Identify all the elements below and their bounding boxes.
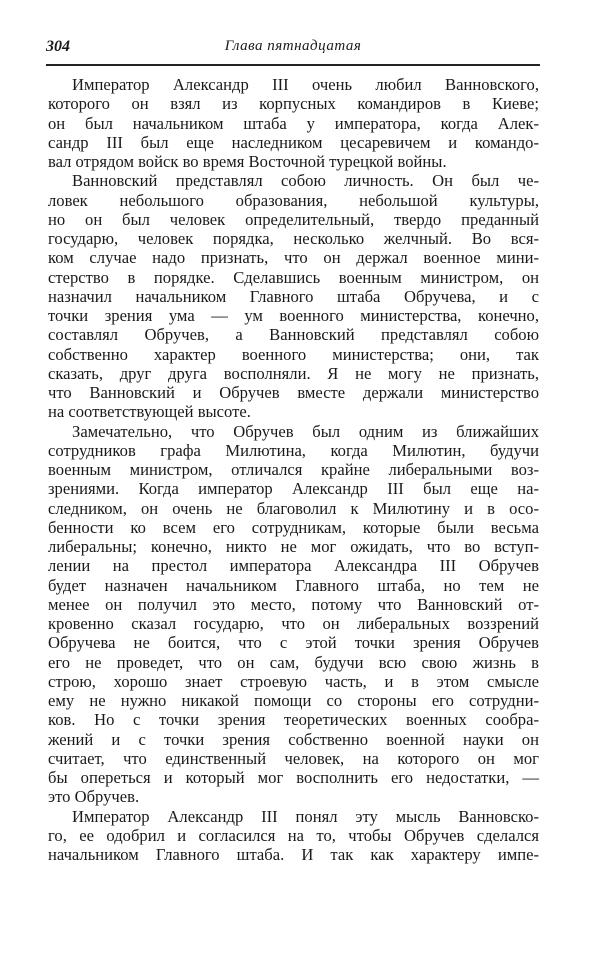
text-line: собственно характер военного министерства; они, так xyxy=(48,344,539,364)
text-line: бенности ко всем его сотрудникам, которые были весьма xyxy=(48,517,539,537)
text-line: начальником Главного штаба. И так как характеру импе- xyxy=(48,845,539,864)
text-line: ему не нужно никакой помощи со стороны его сотрудни- xyxy=(48,691,539,710)
text-line: ком случае надо признать, что он держал военное мини- xyxy=(48,248,539,268)
text-line: бы опереться и который мог восполнить его недостатки, — xyxy=(48,768,539,787)
text-line: Замечательно, что Обручев был одним из ближайших xyxy=(72,421,539,441)
text-line: жений и с точки зрения собственно военной науки он xyxy=(48,729,539,749)
text-line: составлял Обручев, а Ванновский представлял собою xyxy=(48,325,539,345)
text-line: Император Александр III очень любил Ванновского, xyxy=(72,75,539,94)
text-line: но он был человек определительный, твердо преданный xyxy=(48,209,539,229)
text-line: точки зрения ума — ум военного министерства, конечно, xyxy=(48,306,539,325)
text-line: на соответствующей высоте. xyxy=(48,402,251,422)
text-line: будет назначен начальником Главного штаба, но тем не xyxy=(48,575,539,595)
text-line: что Ванновский и Обручев вместе держали министерство xyxy=(48,383,539,402)
header-rule xyxy=(46,64,540,66)
text-line: считает, что единственный человек, на которого он мог xyxy=(48,748,539,768)
text-line: Император Александр III понял эту мысль Ванновско- xyxy=(72,806,539,826)
text-line: сотрудников графа Милютина, когда Милютин, будучи xyxy=(48,440,539,460)
text-line: ловек небольшого образования, небольшой культуры, xyxy=(48,190,539,210)
page-number: 304 xyxy=(46,38,70,55)
text-line: менее он получил это место, потому что Ванновский от- xyxy=(48,594,539,614)
text-line: государю, человек порядка, несколько желчный. Во вся- xyxy=(48,229,539,248)
text-line: лении на престол императора Александра III Обручев xyxy=(48,556,539,576)
text-line: которого он взял из корпусных командиров в Киеве; xyxy=(48,94,539,114)
running-header xyxy=(46,38,540,60)
text-line: ков. Но с точки зрения теоретических военных сообра- xyxy=(48,710,539,730)
text-line: назначил начальником Главного штаба Обручева, и с xyxy=(48,286,539,306)
text-line: либеральны; конечно, никто не мог ожидать, что во вступ- xyxy=(48,537,539,556)
text-line: Ванновский представлял собою личность. Он был че- xyxy=(72,171,539,191)
text-line: го, ее одобрил и согласился на то, чтобы Обручев сделался xyxy=(48,825,539,845)
page-body xyxy=(48,75,539,864)
text-line: он был начальником штаба у императора, когда Алек- xyxy=(48,113,539,133)
text-line: сказать, друг друга восполняли. Я не могу не признать, xyxy=(48,363,539,383)
text-line: военным министром, отличался крайне либеральными воз- xyxy=(48,460,539,479)
paragraph xyxy=(48,171,539,421)
text-line: его не проведет, что он сам, будучи всю свою жизнь в xyxy=(48,652,539,672)
text-line: сандр III был еще наследником цесаревичем и командо- xyxy=(48,132,539,152)
text-line: Обручева не боится, что с этой точки зрения Обручев xyxy=(48,633,539,653)
text-line: кровенно сказал государю, что он либеральных воззрений xyxy=(48,614,539,633)
paragraph xyxy=(48,807,539,865)
text-line: зрениями. Когда император Александр III был еще на- xyxy=(48,479,539,499)
text-line: строю, хорошо знает строевую часть, и в этом смысле xyxy=(48,671,539,691)
text-line: это Обручев. xyxy=(48,787,140,807)
text-line: вал отрядом войск во время Восточной турецкой войны. xyxy=(48,152,447,171)
chapter-title: Глава пятнадцатая xyxy=(224,38,362,54)
paragraph xyxy=(48,422,539,807)
paragraph xyxy=(48,75,539,171)
text-line: следником, он очень не благоволил к Милютину и в осо- xyxy=(48,498,539,518)
text-line: стерство в порядке. Сделавшись военным министром, он xyxy=(48,267,539,287)
